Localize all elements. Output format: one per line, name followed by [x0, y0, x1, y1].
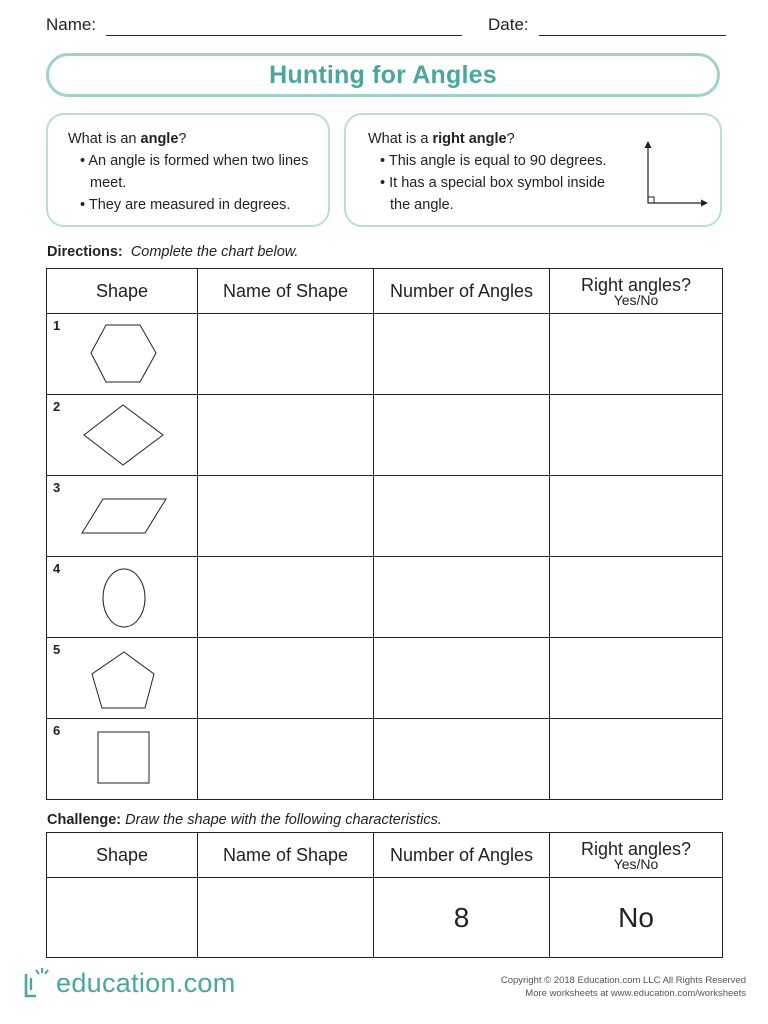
- name-answer-cell[interactable]: [198, 638, 374, 719]
- shape-cell-5: [47, 638, 198, 719]
- table-row: [47, 878, 723, 958]
- angle-question: What is an angle?: [68, 131, 187, 147]
- title-banner: [46, 53, 720, 97]
- shape-cell-3: [47, 476, 198, 557]
- right-angle-question: What is a right angle?: [368, 131, 515, 147]
- row-number: 6: [53, 723, 61, 738]
- challenge-name-cell[interactable]: [198, 878, 374, 958]
- name-label: Name:: [46, 15, 97, 34]
- date-label: Date:: [488, 15, 529, 34]
- education-logo: [22, 966, 236, 1000]
- logo-text: education.com: [56, 967, 236, 998]
- right-answer-cell[interactable]: [550, 476, 723, 557]
- col-header-angles: Number of Angles: [374, 269, 550, 314]
- col-header-shape: Shape: [47, 833, 198, 878]
- name-answer-cell[interactable]: [198, 314, 374, 395]
- challenge-right-value: No: [550, 878, 723, 958]
- name-answer-cell[interactable]: [198, 557, 374, 638]
- angles-answer-cell[interactable]: [374, 719, 550, 800]
- row-number: 5: [53, 642, 61, 657]
- square-icon: [47, 719, 197, 799]
- right-angle-bullet-2: • It has a special box symbol inside the angle.: [380, 175, 606, 213]
- footer-copyright: [501, 974, 746, 1000]
- right-answer-cell[interactable]: [550, 557, 723, 638]
- angles-answer-cell[interactable]: [374, 476, 550, 557]
- info-box-right-angle: [344, 113, 722, 227]
- book-icon: [22, 966, 56, 1000]
- table-row: [47, 719, 723, 800]
- directions: Directions: Complete the chart below.: [47, 244, 299, 260]
- name-answer-cell[interactable]: [198, 395, 374, 476]
- name-answer-cell[interactable]: [198, 719, 374, 800]
- right-answer-cell[interactable]: [550, 395, 723, 476]
- name-answer-cell[interactable]: [198, 476, 374, 557]
- table-row: [47, 638, 723, 719]
- col-header-shape: Shape: [47, 269, 198, 314]
- shape-cell-2: [47, 395, 198, 476]
- row-number: 4: [53, 561, 61, 576]
- col-header-right-angles: Right angles? Yes/No: [550, 833, 723, 878]
- angles-answer-cell[interactable]: [374, 395, 550, 476]
- rhombus-icon: [47, 395, 197, 475]
- shapes-table: [46, 268, 723, 800]
- right-answer-cell[interactable]: [550, 638, 723, 719]
- shape-cell-1: [47, 314, 198, 395]
- col-header-right-angles: Right angles? Yes/No: [550, 269, 723, 314]
- table-row: [47, 557, 723, 638]
- shape-cell-4: [47, 557, 198, 638]
- right-angle-bullet-1: • This angle is equal to 90 degrees.: [380, 153, 607, 169]
- name-line[interactable]: [106, 35, 462, 36]
- copyright-text: Copyright © 2018 Education.com LLC All Rights Reserved: [500, 975, 746, 986]
- angles-answer-cell[interactable]: [374, 638, 550, 719]
- table-row: [47, 476, 723, 557]
- info-box-angle: [46, 113, 330, 227]
- row-number: 2: [53, 399, 61, 414]
- shape-cell-6: [47, 719, 198, 800]
- more-worksheets-link[interactable]: More worksheets at www.education.com/worksheets: [525, 988, 746, 999]
- parallelogram-icon: [47, 476, 197, 556]
- hexagon-icon: [47, 314, 197, 394]
- oval-icon: [47, 557, 197, 637]
- col-header-angles: Number of Angles: [374, 833, 550, 878]
- row-number: 3: [53, 480, 61, 495]
- right-angle-icon: [638, 139, 708, 211]
- pentagon-icon: [47, 638, 197, 718]
- page-title: Hunting for Angles: [269, 60, 497, 89]
- angle-bullet-2: • They are measured in degrees.: [80, 197, 291, 213]
- date-line[interactable]: [539, 35, 726, 36]
- right-answer-cell[interactable]: [550, 719, 723, 800]
- angle-bullet-1: • An angle is formed when two lines meet.: [80, 153, 309, 191]
- col-header-name: Name of Shape: [198, 833, 374, 878]
- right-answer-cell[interactable]: [550, 314, 723, 395]
- challenge-angles-value: 8: [374, 878, 550, 958]
- angles-answer-cell[interactable]: [374, 557, 550, 638]
- row-number: 1: [53, 318, 61, 333]
- angles-answer-cell[interactable]: [374, 314, 550, 395]
- challenge-instructions: Challenge: Draw the shape with the following characteristics.: [47, 812, 442, 828]
- col-header-name: Name of Shape: [198, 269, 374, 314]
- table-row: [47, 395, 723, 476]
- table-row: [47, 314, 723, 395]
- challenge-table: [46, 832, 723, 958]
- challenge-shape-cell[interactable]: [47, 878, 198, 958]
